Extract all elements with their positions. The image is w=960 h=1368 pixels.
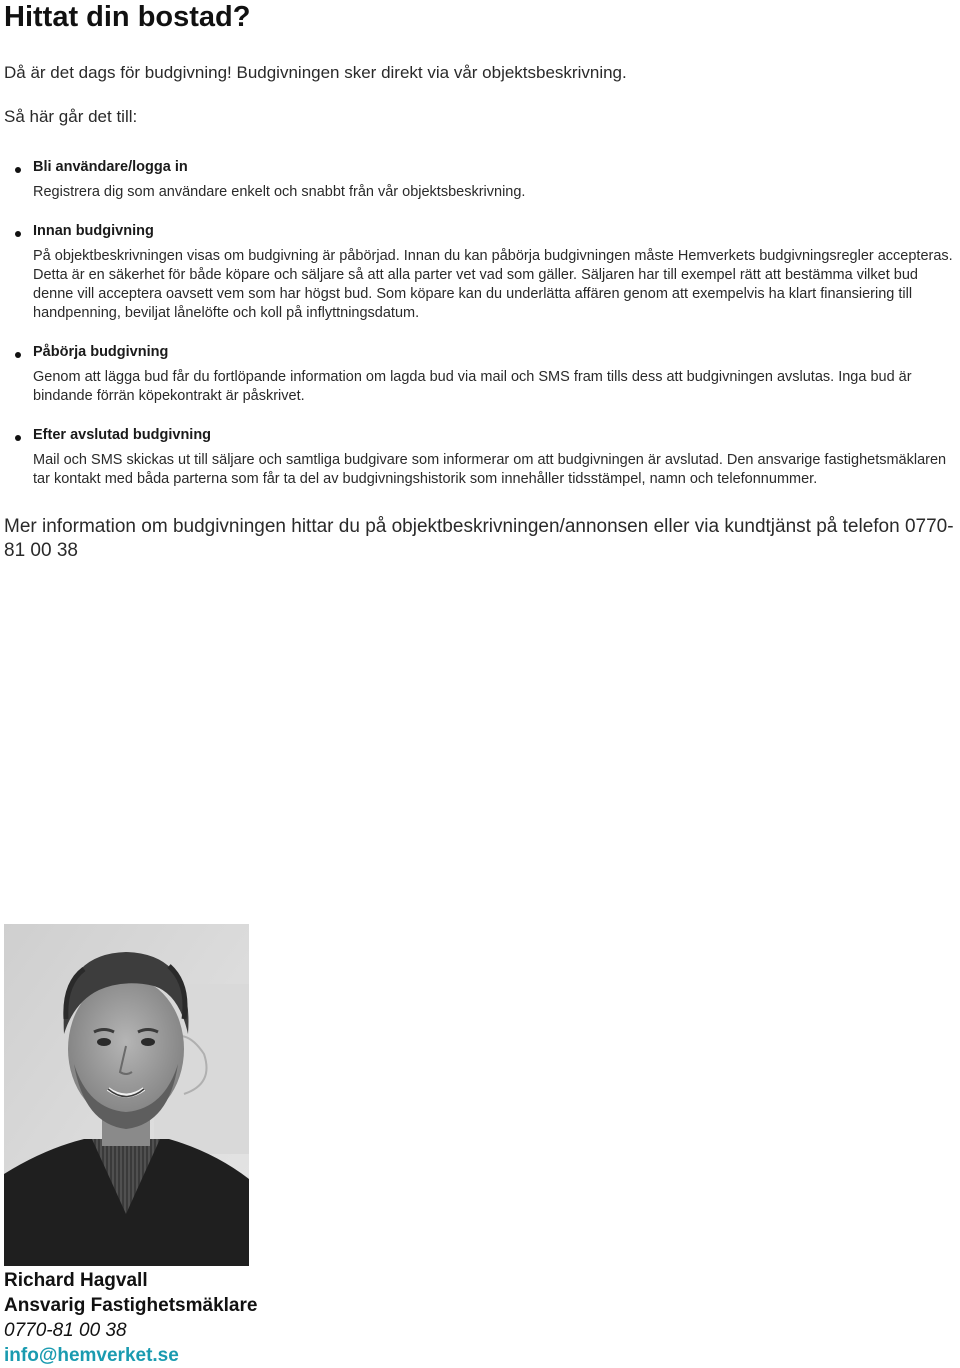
step-body: På objektbeskrivningen visas om budgivning är påbörjad. Innan du kan påbörja budgivningen måste Hemverkets budgivningsregler accepteras. Detta är en säkerhet för både köpare och säljare så att alla parter vet vad som gäller. Säljaren har till exempel rätt att bestämma vilket bud denne vill acceptera oavsett vem som har högst bud. Som köpare kan du underlätta affären genom att exempelvis ha klart finansiering till handpenning, beviljat lånelöfte och koll på inflyttningsdatum. (33, 248, 953, 321)
step-body: Genom att lägga bud får du fortlöpande information om lagda bud via mail och SMS fram tills dess att budgivningen avslutas. Inga bud är bindande förrän köpekontrakt är påskrivet. (33, 369, 912, 404)
contact-phone: 0770-81 00 38 (4, 1320, 127, 1341)
steps-list (4, 158, 956, 489)
document-page (4, 0, 956, 563)
page-title: Hittat din bostad? (4, 1, 251, 33)
list-item (4, 158, 956, 202)
list-item (4, 426, 956, 489)
bullet-icon (15, 167, 21, 173)
contact-role: Ansvarig Fastighetsmäklare (4, 1295, 258, 1316)
bullet-icon (15, 231, 21, 237)
intro-how-text: Så här går det till: (4, 107, 138, 126)
step-body: Mail och SMS skickas ut till säljare och samtliga budgivare som informerar om att budgivningen är avslutad. Den ansvarige fastighetsmäklaren tar kontakt med båda parterna som får ta del av budgivningshistorik som innehåller tidsstämpel, namn och telefonnummer. (33, 452, 947, 487)
contact-email-link[interactable]: info@hemverket.se (4, 1345, 179, 1366)
contact-name: Richard Hagvall (4, 1270, 148, 1291)
intro-text: Då är det dags för budgivning! Budgivningen sker direkt via vår objektsbeskrivning. (4, 63, 627, 82)
more-info-text: Mer information om budgivningen hittar du på objektbeskrivningen/annonsen eller via kundtjänst på telefon 0770-81 00 38 (4, 516, 954, 561)
person-photo (4, 924, 249, 1266)
contact-card (4, 924, 257, 1368)
step-heading: Efter avslutad budgivning (33, 427, 212, 443)
bullet-icon (15, 435, 21, 441)
step-heading: Innan budgivning (33, 223, 154, 239)
step-heading: Påbörja budgivning (33, 344, 169, 360)
step-body: Registrera dig som användare enkelt och snabbt från vår objektsbeskrivning. (33, 184, 526, 200)
step-heading: Bli användare/logga in (33, 159, 188, 175)
list-item (4, 222, 956, 323)
list-item (4, 343, 956, 406)
bullet-icon (15, 352, 21, 358)
